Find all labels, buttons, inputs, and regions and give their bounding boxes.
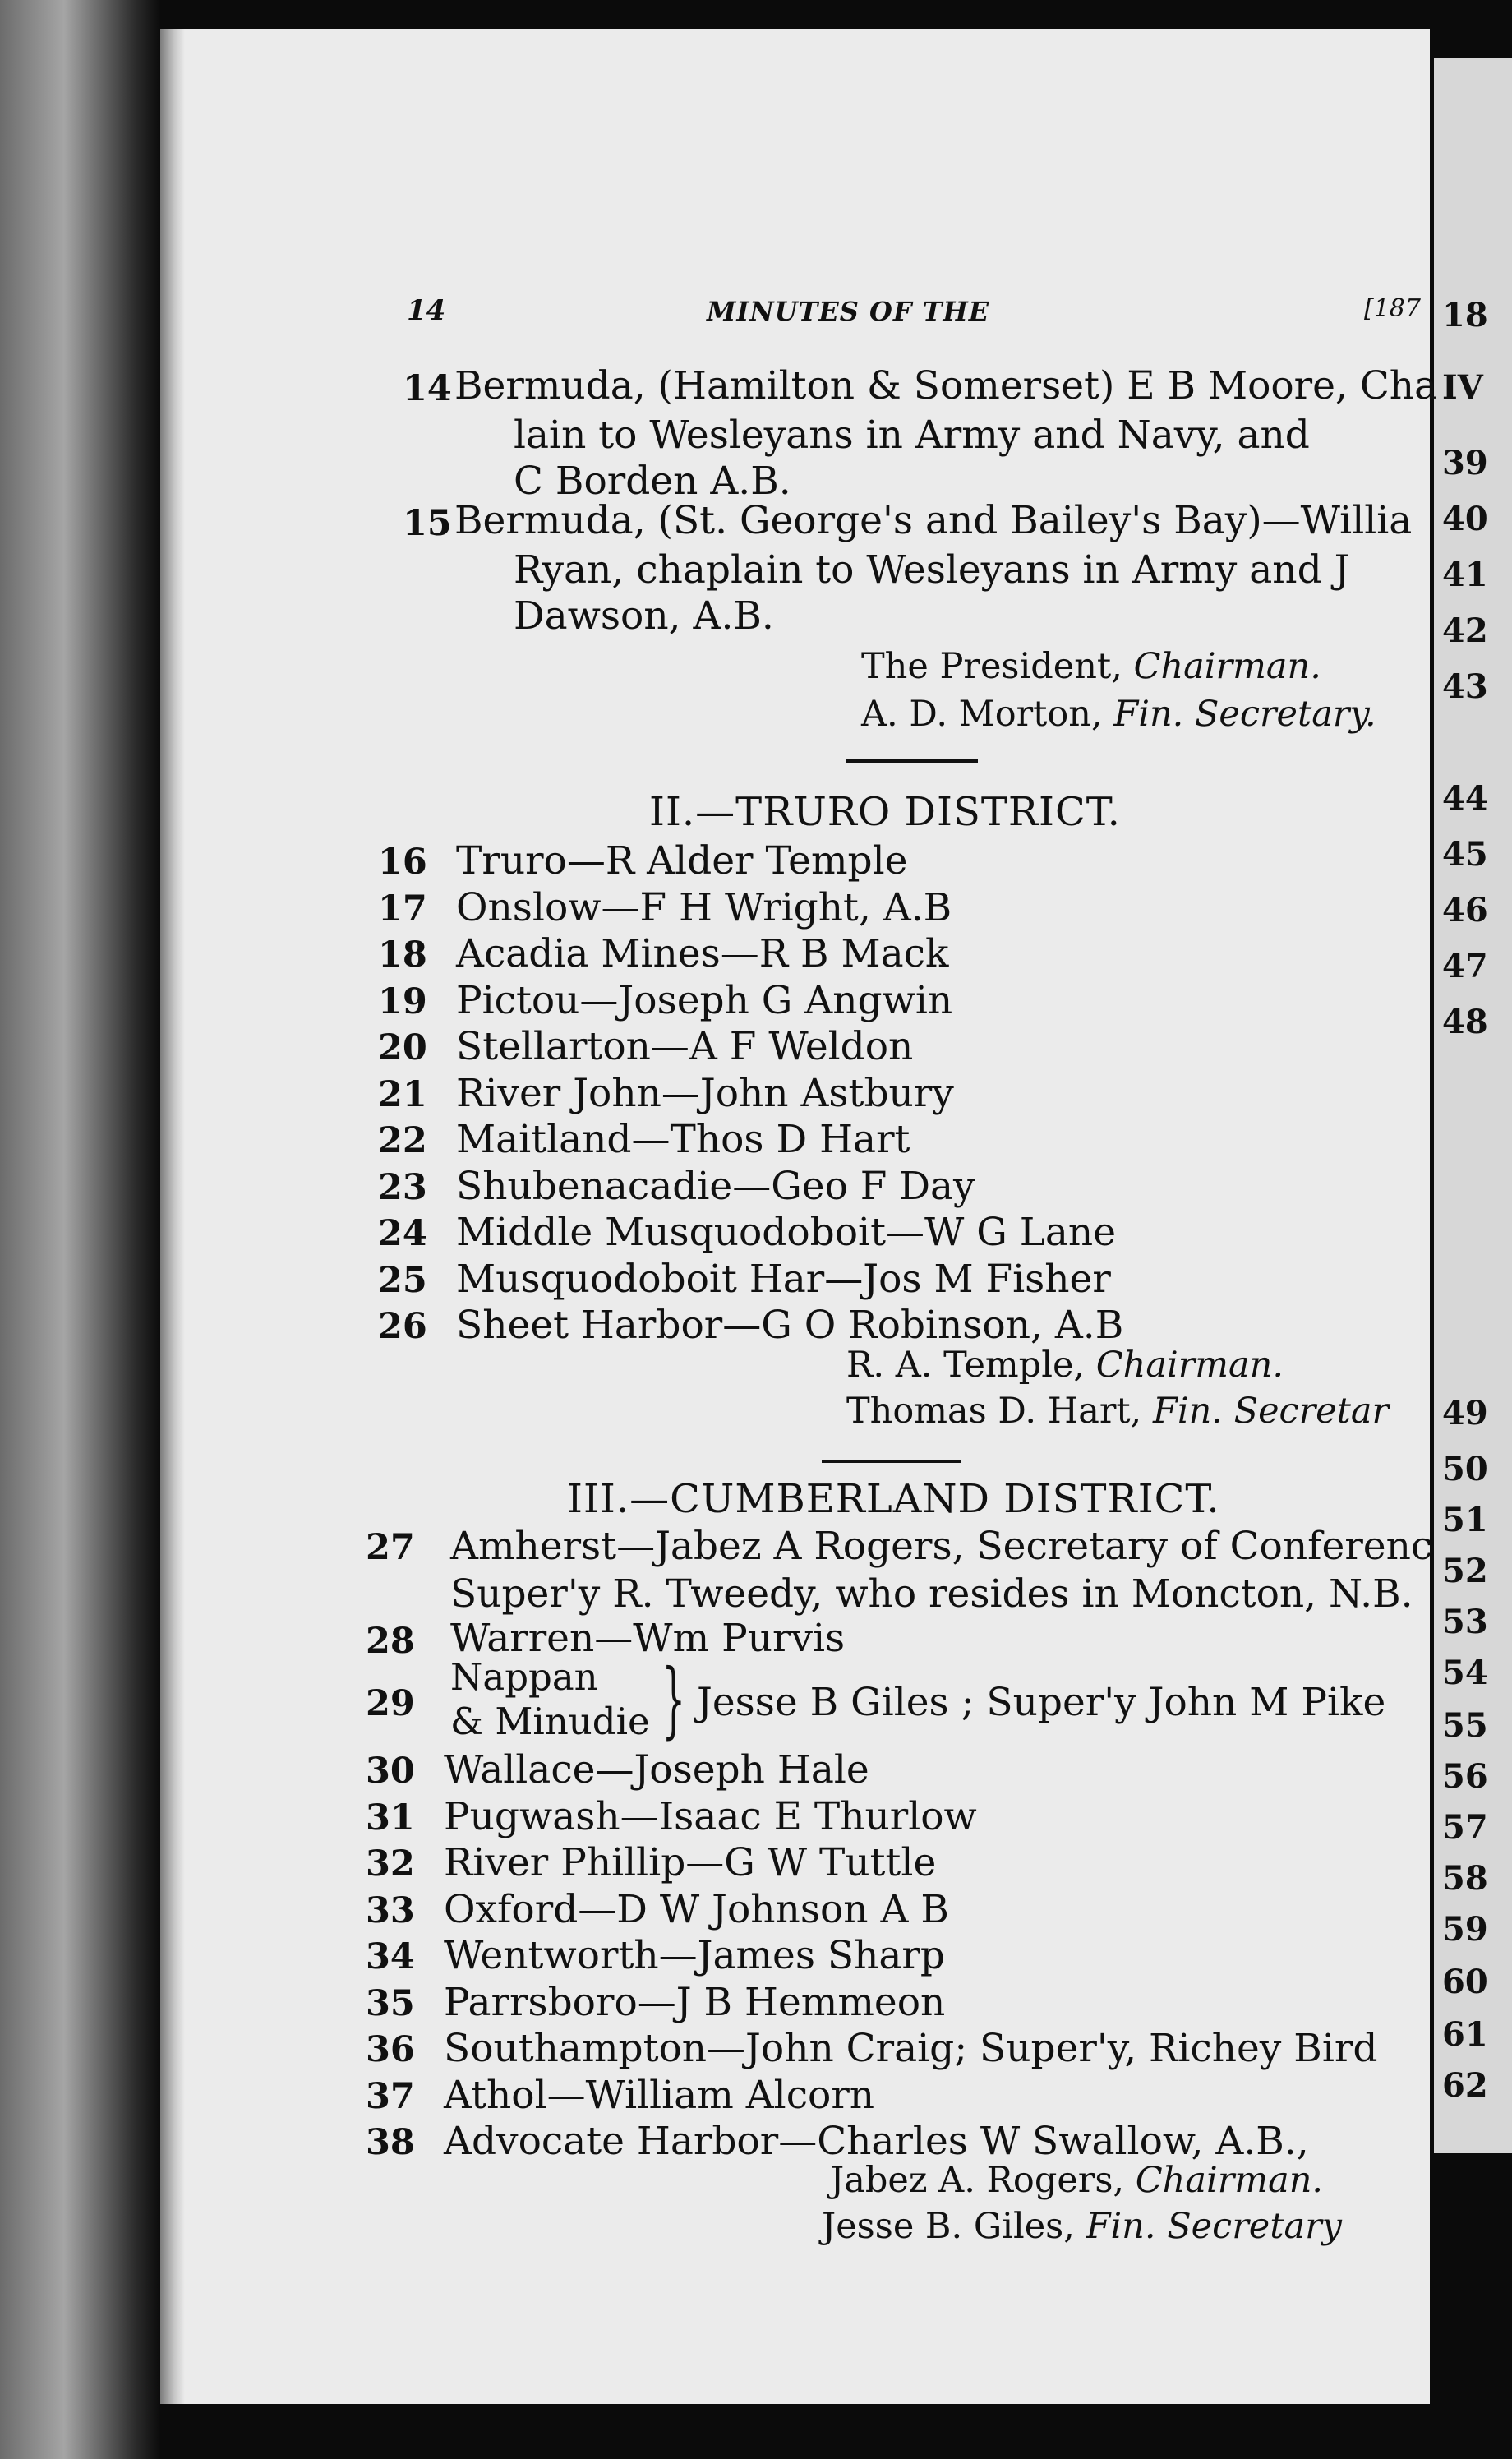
circuit-entry: Acadia Mines—R B Mack bbox=[456, 931, 949, 976]
secretary-name: Thomas D. Hart, bbox=[846, 1391, 1142, 1432]
circuit-entry: Sheet Harbor—G O Robinson, A.B bbox=[456, 1303, 1124, 1348]
secretary-role: Fin. Secretar bbox=[1153, 1391, 1390, 1432]
facing-page-number: 42 bbox=[1442, 611, 1488, 650]
circuit-entry: Pugwash—Isaac E Thurlow bbox=[444, 1793, 977, 1839]
circuit-number: 16 bbox=[378, 842, 427, 883]
year-fragment: [187 bbox=[1364, 294, 1421, 323]
circuit-entry: Stellarton—A F Weldon bbox=[456, 1024, 914, 1069]
facing-page-number: 58 bbox=[1442, 1859, 1488, 1898]
circuit-entry: Jesse B Giles ; Super'y John M Pike bbox=[697, 1680, 1386, 1725]
circuit-number: 14 bbox=[403, 368, 452, 409]
circuit-entry-continued: lain to Wesleyans in Army and Navy, and bbox=[514, 413, 1310, 458]
facing-page-number: 57 bbox=[1442, 1808, 1488, 1847]
circuit-entry: Truro—R Alder Temple bbox=[456, 838, 908, 883]
circuit-entry: Parrsboro—J B Hemmeon bbox=[444, 1979, 946, 2025]
circuit-number: 15 bbox=[403, 503, 452, 544]
facing-page-number: 44 bbox=[1442, 779, 1488, 818]
circuit-number: 35 bbox=[366, 1982, 415, 2024]
circuit-entry: Middle Musquodoboit—W G Lane bbox=[456, 1210, 1117, 1255]
page-number: 14 bbox=[407, 294, 446, 327]
chairman-name: R. A. Temple, bbox=[846, 1345, 1086, 1386]
circuit-entry: Southampton—John Craig; Super'y, Richey Bird bbox=[444, 2026, 1378, 2071]
circuit-entry: Bermuda, (St. George's and Bailey's Bay)—Willia bbox=[454, 498, 1413, 543]
circuit-number: 38 bbox=[366, 2122, 415, 2163]
facing-page-number: 40 bbox=[1442, 500, 1488, 538]
secretary-role: Fin. Secretary. bbox=[1113, 694, 1376, 735]
circuit-number: 23 bbox=[378, 1166, 427, 1208]
circuit-number: 25 bbox=[378, 1259, 427, 1301]
circuit-number: 30 bbox=[366, 1751, 415, 1792]
facing-page-number: 48 bbox=[1442, 1003, 1488, 1041]
chairman-role: Chairman. bbox=[1135, 2160, 1324, 2201]
chairman-name: Jabez A. Rogers, bbox=[830, 2160, 1125, 2201]
chairman-role: Chairman. bbox=[1095, 1345, 1284, 1386]
circuit-entry: River Phillip—G W Tuttle bbox=[444, 1840, 937, 1885]
facing-page-number: 55 bbox=[1442, 1706, 1488, 1745]
facing-page-number: 39 bbox=[1442, 444, 1488, 482]
facing-page-number: 54 bbox=[1442, 1654, 1488, 1692]
circuit-number: 21 bbox=[378, 1073, 427, 1115]
circuit-entry: Wentworth—James Sharp bbox=[444, 1933, 945, 1978]
facing-page-number: 61 bbox=[1442, 2015, 1488, 2054]
section-divider bbox=[822, 1460, 961, 1463]
chairman-signature bbox=[830, 2160, 1323, 2201]
circuit-number: 22 bbox=[378, 1120, 427, 1161]
running-title: MINUTES OF THE bbox=[707, 296, 990, 327]
circuit-number: 33 bbox=[366, 1889, 415, 1931]
circuit-number: 26 bbox=[378, 1306, 427, 1347]
circuit-number: 32 bbox=[366, 1843, 415, 1885]
facing-page-number: 53 bbox=[1442, 1603, 1488, 1641]
circuit-place: & Minudie bbox=[450, 1700, 650, 1743]
chairman-role: Chairman. bbox=[1133, 646, 1321, 687]
circuit-entry: Bermuda, (Hamilton & Somerset) E B Moore, Cha bbox=[454, 363, 1438, 408]
circuit-entry: Shubenacadie—Geo F Day bbox=[456, 1163, 975, 1209]
secretary-signature bbox=[822, 2206, 1342, 2247]
page-edge-shadow bbox=[160, 29, 185, 2404]
section-divider bbox=[846, 759, 978, 763]
circuit-entry-continued: Ryan, chaplain to Wesleyans in Army and J bbox=[514, 547, 1350, 593]
circuit-number: 28 bbox=[366, 1621, 415, 1662]
facing-page-number: 18 bbox=[1442, 296, 1488, 334]
circuit-number: 27 bbox=[366, 1527, 415, 1568]
circuit-number: 17 bbox=[378, 888, 427, 930]
brace-symbol: } bbox=[662, 1651, 686, 1747]
circuit-entry: Musquodoboit Har—Jos M Fisher bbox=[456, 1256, 1111, 1302]
circuit-entry: Amherst—Jabez A Rogers, Secretary of Conferenc bbox=[450, 1524, 1433, 1569]
circuit-number: 29 bbox=[366, 1683, 415, 1724]
circuit-entry: Athol—William Alcorn bbox=[444, 2072, 875, 2118]
book-binding bbox=[0, 0, 160, 2459]
facing-page-number: 45 bbox=[1442, 835, 1488, 874]
secretary-role: Fin. Secretary bbox=[1086, 2206, 1342, 2247]
district-heading: III.—CUMBERLAND DISTRICT. bbox=[567, 1476, 1220, 1522]
circuit-entry: Onslow—F H Wright, A.B bbox=[456, 884, 952, 930]
circuit-entry: Warren—Wm Purvis bbox=[450, 1616, 846, 1661]
circuit-number: 31 bbox=[366, 1797, 415, 1838]
circuit-number: 34 bbox=[366, 1936, 415, 1977]
circuit-entry: Maitland—Thos D Hart bbox=[456, 1117, 910, 1162]
circuit-number: 19 bbox=[378, 980, 427, 1022]
circuit-place: Nappan bbox=[450, 1655, 598, 1699]
circuit-entry: Oxford—D W Johnson A B bbox=[444, 1886, 949, 1932]
facing-page-number: 60 bbox=[1442, 1963, 1488, 2001]
secretary-name: A. D. Morton, bbox=[861, 694, 1103, 735]
circuit-number: 37 bbox=[366, 2075, 415, 2117]
chairman-signature bbox=[846, 1345, 1284, 1386]
circuit-number: 20 bbox=[378, 1027, 427, 1068]
facing-page-number: 49 bbox=[1442, 1394, 1488, 1432]
facing-page-number: 59 bbox=[1442, 1910, 1488, 1949]
circuit-entry-continued: C Borden A.B. bbox=[514, 459, 791, 504]
facing-page-number: 41 bbox=[1442, 556, 1488, 594]
facing-page-number: 52 bbox=[1442, 1552, 1488, 1590]
secretary-signature bbox=[846, 1391, 1389, 1432]
facing-page-number: 56 bbox=[1442, 1757, 1488, 1796]
circuit-number: 24 bbox=[378, 1213, 427, 1254]
secretary-name: Jesse B. Giles, bbox=[822, 2206, 1075, 2247]
facing-page-number: 47 bbox=[1442, 947, 1488, 985]
facing-page-number: 46 bbox=[1442, 891, 1488, 930]
facing-page-number: IV bbox=[1442, 368, 1483, 407]
facing-page-number: 51 bbox=[1442, 1501, 1488, 1539]
facing-page-number: 50 bbox=[1442, 1450, 1488, 1488]
circuit-entry-continued: Super'y R. Tweedy, who resides in Moncton, N.B. bbox=[450, 1571, 1413, 1617]
district-heading: II.—TRURO DISTRICT. bbox=[649, 789, 1121, 835]
circuit-entry: Pictou—Joseph G Angwin bbox=[456, 977, 953, 1023]
secretary-signature bbox=[861, 694, 1376, 735]
chairman-name: The President, bbox=[861, 646, 1122, 687]
circuit-number: 36 bbox=[366, 2029, 415, 2070]
chairman-signature bbox=[861, 646, 1321, 687]
circuit-entry-continued: Dawson, A.B. bbox=[514, 593, 774, 639]
circuit-number: 18 bbox=[378, 934, 427, 976]
facing-page-number: 43 bbox=[1442, 667, 1488, 706]
circuit-entry: River John—John Astbury bbox=[456, 1070, 954, 1116]
circuit-entry: Wallace—Joseph Hale bbox=[444, 1747, 869, 1792]
circuit-entry: Advocate Harbor—Charles W Swallow, A.B., bbox=[444, 2119, 1309, 2164]
facing-page-number: 62 bbox=[1442, 2066, 1488, 2105]
